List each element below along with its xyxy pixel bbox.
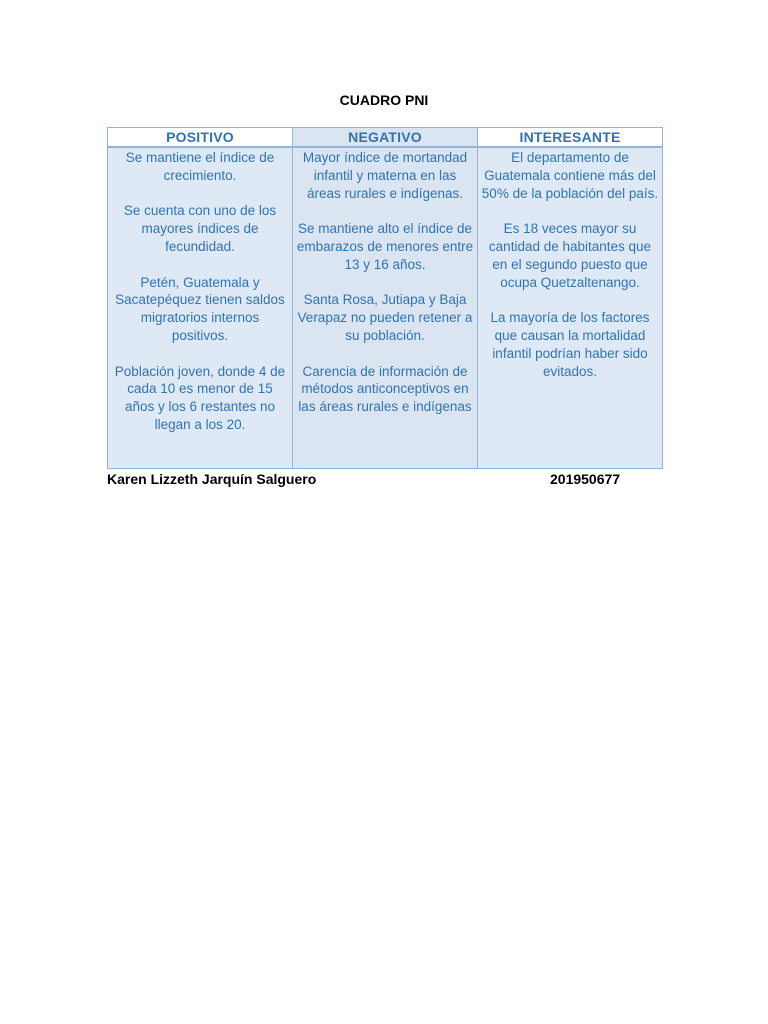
negativo-item: Mayor índice de mortandad infantil y materna en las áreas rurales e indígenas. [302, 150, 468, 201]
header-interesante: INTERESANTE [478, 128, 663, 148]
document-title: CUADRO PNI [339, 92, 429, 108]
negativo-item: Santa Rosa, Jutiapa y Baja Verapaz no pueden retener a su población. [297, 292, 473, 343]
cell-interesante [478, 147, 663, 469]
cell-negativo [293, 147, 478, 469]
author-name: Karen Lizzeth Jarquín Salguero [107, 471, 317, 487]
positivo-item: Petén, Guatemala y Sacatepéquez tienen saldos migratorios internos positivos. [115, 274, 285, 343]
table-row [108, 147, 663, 469]
header-negativo: NEGATIVO [293, 128, 478, 148]
positivo-item: Se cuenta con uno de los mayores índices de fecundidad. [123, 203, 277, 254]
table-header-row [108, 128, 663, 148]
negativo-item: Carencia de información de métodos anticonceptivos en las áreas rurales e indígenas [298, 363, 472, 415]
student-id: 201950677 [550, 471, 621, 487]
interesante-item: La mayoría de los factores que causan la mortalidad infantil podrían haber sido evitados. [490, 310, 650, 379]
pni-table [107, 127, 663, 469]
negativo-item: Se mantiene alto el índice de embarazos de menores entre 13 y 16 años. [296, 221, 474, 272]
cell-positivo [108, 147, 293, 469]
positivo-item: Se mantiene el índice de crecimiento. [125, 150, 275, 183]
interesante-item: Es 18 veces mayor su cantidad de habitantes que en el segundo puesto que ocupa Quetzaltenango. [488, 221, 652, 290]
interesante-item: El departamento de Guatemala contiene más del 50% de la población del país. [481, 150, 659, 201]
header-positivo: POSITIVO [108, 128, 293, 148]
positivo-item: Población joven, donde 4 de cada 10 es menor de 15 años y los 6 restantes no llegan a los 20. [114, 363, 286, 432]
